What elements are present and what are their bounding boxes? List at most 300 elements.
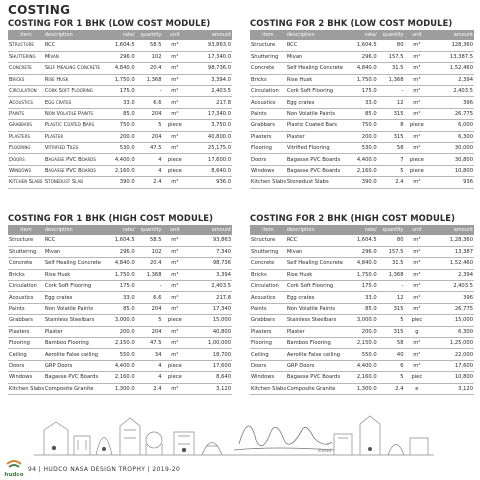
cell-item: Grabbars [8, 315, 44, 326]
header-amount: amount [187, 30, 232, 40]
table-row [8, 269, 232, 280]
cell-quantity: 4 [136, 165, 163, 176]
costing-table [8, 30, 232, 189]
table-row [8, 338, 232, 349]
cell-rate: 175.0 [104, 86, 135, 97]
table-row [250, 360, 474, 371]
cell-item: Bricks [8, 269, 44, 280]
cell-description: Mivan [44, 51, 104, 62]
cell-description: Cork Soft Flooring [44, 86, 104, 97]
cell-quantity: 12 [378, 292, 405, 303]
cell-item: Paints [250, 108, 286, 119]
cell-rate: 2,160.0 [346, 165, 377, 176]
logo-text: hudco [4, 472, 24, 478]
cell-unit: m² [405, 303, 430, 314]
table-row [250, 303, 474, 314]
cell-unit: m² [405, 177, 430, 188]
cell-rate: 85.0 [104, 303, 135, 314]
cell-amount: 217.8 [187, 292, 232, 303]
cell-quantity: 7 [378, 154, 405, 165]
cell-item: Circulation [250, 86, 286, 97]
cell-item: Paints [8, 108, 44, 119]
cell-rate: 1,750.0 [104, 74, 135, 85]
cell-quantity: 157.5 [378, 51, 405, 62]
page-title: COSTING [8, 3, 71, 17]
cell-rate: 175.0 [104, 281, 135, 292]
table-row [250, 177, 474, 188]
cell-item: Ceiling [8, 349, 44, 360]
cell-unit: m³ [163, 74, 188, 85]
table-row [8, 131, 232, 142]
cell-quantity: 102 [136, 246, 163, 257]
cell-rate: 2,160.0 [104, 372, 135, 383]
table-row [250, 165, 474, 176]
cell-amount: 128,360 [429, 40, 474, 51]
cell-description: Bagasse PVC Boards [286, 372, 346, 383]
cell-quantity: 315 [378, 326, 405, 337]
table-row [250, 269, 474, 280]
cell-quantity: 12 [378, 97, 405, 108]
cell-amount: 1,52,460 [429, 258, 474, 269]
cell-amount: 30,800 [429, 154, 474, 165]
table-row [250, 74, 474, 85]
cell-description: Self Healing Concrete [44, 258, 104, 269]
cell-rate: 4,840.0 [346, 258, 377, 269]
cell-unit: piece [405, 165, 430, 176]
cell-item: Doors [8, 360, 44, 371]
cell-description: Aerolite False ceiling [286, 349, 346, 360]
cell-rate: 1,604.5 [104, 40, 135, 51]
table-row [250, 131, 474, 142]
cell-quantity: 20.4 [136, 258, 163, 269]
cell-item: Concrete [8, 63, 44, 74]
cell-quantity: 4 [136, 360, 163, 371]
cell-unit: m² [163, 326, 188, 337]
cell-quantity: 34 [136, 349, 163, 360]
cell-description: Mivan [286, 51, 346, 62]
table-row [250, 383, 474, 394]
cell-amount: 40,800.0 [187, 131, 232, 142]
header-item: item [8, 30, 44, 40]
skyline-illustration [34, 400, 434, 462]
cell-quantity: 58 [378, 338, 405, 349]
cell-description: Composite Granite [286, 383, 346, 394]
cell-item: Plasters [250, 326, 286, 337]
header-description: description [44, 225, 104, 235]
cell-unit: m³ [405, 235, 430, 246]
cell-quantity: 47.5 [136, 143, 163, 154]
cell-rate: 200.0 [104, 326, 135, 337]
cell-description: Plastic Coated Bars [286, 120, 346, 131]
cell-item: Shuttering [8, 246, 44, 257]
header-rate: rate/ [104, 30, 135, 40]
cell-amount: 2,403.5 [429, 86, 474, 97]
cell-rate: 4,400.0 [104, 154, 135, 165]
cell-rate: 1,750.0 [104, 269, 135, 280]
cell-amount: 17,600 [429, 360, 474, 371]
cell-quantity: 8 [378, 120, 405, 131]
cell-description: RCC [44, 235, 104, 246]
cell-item: Concrete [8, 258, 44, 269]
cell-rate: 4,400.0 [346, 154, 377, 165]
cell-quantity: 5 [378, 165, 405, 176]
cell-amount: 98,736.0 [187, 63, 232, 74]
cell-amount: 26,775 [429, 303, 474, 314]
cell-unit: m² [405, 108, 430, 119]
cell-rate: 296.0 [104, 246, 135, 257]
table-row [8, 281, 232, 292]
cell-amount: 17,600.0 [187, 154, 232, 165]
cell-amount: 3,394.0 [187, 74, 232, 85]
cell-item: Bricks [8, 74, 44, 85]
cell-unit: piece [163, 360, 188, 371]
cell-item: Paints [8, 303, 44, 314]
cell-unit: piece [163, 120, 188, 131]
cell-description: Plaster [44, 131, 104, 142]
cell-rate: 4,840.0 [346, 63, 377, 74]
cell-description: Composite Granite [44, 383, 104, 394]
cell-amount: 936 [429, 177, 474, 188]
table-header-row [8, 30, 232, 40]
table-row [8, 108, 232, 119]
table-1bhk-low [8, 18, 232, 189]
cell-description: Cork Soft Flooring [44, 281, 104, 292]
cell-description: Non Volatile Paints [286, 303, 346, 314]
cell-amount: 30,000 [429, 143, 474, 154]
cell-rate: 2,150.0 [104, 338, 135, 349]
table-row [250, 349, 474, 360]
costing-table [8, 225, 232, 395]
cell-unit: m³ [163, 63, 188, 74]
cell-rate: 200.0 [346, 131, 377, 142]
cell-unit: m² [405, 51, 430, 62]
cell-amount: 6,000 [429, 120, 474, 131]
cell-quantity: - [136, 281, 163, 292]
table-row [8, 74, 232, 85]
table-row [8, 63, 232, 74]
cell-item: Circulation [250, 281, 286, 292]
table-row [250, 154, 474, 165]
cell-amount: 22,000 [429, 349, 474, 360]
cell-item: Kitchen Slabs [250, 383, 286, 394]
header-quantity: quantity [378, 30, 405, 40]
cell-description: Plaster [286, 326, 346, 337]
cell-rate: 85.0 [346, 108, 377, 119]
cell-item: Flooring [8, 143, 44, 154]
table-row [250, 143, 474, 154]
section-title: COSTING FOR 2 BHK (LOW COST MODULE) [250, 18, 453, 28]
cell-rate: 200.0 [346, 326, 377, 337]
cell-rate: 296.0 [346, 51, 377, 62]
header-unit: unit [405, 225, 430, 235]
cell-item: Windows [250, 165, 286, 176]
cell-item: Shuttering [8, 51, 44, 62]
cell-unit: m² [405, 131, 430, 142]
cell-quantity: 315 [378, 131, 405, 142]
cell-rate: 750.0 [346, 120, 377, 131]
header-unit: unit [163, 30, 188, 40]
table-row [8, 258, 232, 269]
cell-unit: m² [405, 349, 430, 360]
cell-description: GRP Doors [286, 360, 346, 371]
cell-item: Structure [8, 235, 44, 246]
table-row [8, 303, 232, 314]
cell-item: Kitchen Slabs [250, 177, 286, 188]
cell-rate: 1,604.5 [104, 235, 135, 246]
cell-unit: g [405, 326, 430, 337]
cell-description: Non Volatile Paints [286, 108, 346, 119]
table-row [8, 246, 232, 257]
table-row [8, 372, 232, 383]
table-row [8, 177, 232, 188]
cell-unit: m² [163, 143, 188, 154]
cell-rate: 4,840.0 [104, 258, 135, 269]
table-body [8, 235, 232, 394]
cell-quantity: 5 [378, 315, 405, 326]
cell-item: Structure [8, 40, 44, 51]
cell-unit: m² [163, 303, 188, 314]
cell-description: Vitrified Flooring [286, 143, 346, 154]
table-row [8, 143, 232, 154]
cell-quantity: 80 [378, 235, 405, 246]
cell-rate: 1,604.5 [346, 235, 377, 246]
cell-unit: m² [163, 349, 188, 360]
cell-unit: m³ [163, 235, 188, 246]
table-body [8, 40, 232, 188]
cell-rate: 4,840.0 [104, 63, 135, 74]
cell-unit: m² [405, 143, 430, 154]
cell-rate: 296.0 [104, 51, 135, 62]
cell-quantity: 2.4 [136, 177, 163, 188]
cell-description: Plaster [44, 326, 104, 337]
cell-quantity: 80 [378, 40, 405, 51]
cell-unit: m³ [163, 258, 188, 269]
cell-rate: 33.0 [346, 292, 377, 303]
cell-description: Bagasse PVC Boards [44, 372, 104, 383]
cell-item: Flooring [8, 338, 44, 349]
cell-amount: 6,300 [429, 131, 474, 142]
cell-unit: m² [163, 51, 188, 62]
cell-amount: 2,403.5 [187, 86, 232, 97]
cell-unit: m² [405, 338, 430, 349]
table-row [8, 315, 232, 326]
table-row [250, 246, 474, 257]
cell-item: Concrete [250, 258, 286, 269]
cell-unit: piece [405, 120, 430, 131]
table-1bhk-high [8, 213, 232, 395]
cell-amount: 2,394 [429, 74, 474, 85]
cell-unit: m³ [405, 74, 430, 85]
cell-item: Flooring [250, 143, 286, 154]
cell-unit: m³ [405, 63, 430, 74]
cell-description: Cork Soft Flooring [286, 86, 346, 97]
cell-quantity: 204 [136, 131, 163, 142]
cell-amount: 17,340 [187, 303, 232, 314]
cell-amount: 17,340.0 [187, 51, 232, 62]
header-rate: rate/ [346, 30, 377, 40]
cell-quantity: 5 [136, 120, 163, 131]
cell-amount: 10,800 [429, 372, 474, 383]
cell-item: Plasters [8, 131, 44, 142]
cell-amount: 93,863.0 [187, 40, 232, 51]
cell-quantity: 157.5 [378, 246, 405, 257]
cell-description: Rise Husk [44, 74, 104, 85]
cell-rate: 175.0 [346, 281, 377, 292]
table-row [250, 86, 474, 97]
table-row [250, 40, 474, 51]
cell-item: Grabbars [250, 315, 286, 326]
cell-amount: 18,700 [187, 349, 232, 360]
costing-table [250, 30, 474, 189]
cell-description: Mivan [44, 246, 104, 257]
table-header-row [8, 225, 232, 235]
header-rate: rate/ [104, 225, 135, 235]
cell-amount: 6,300 [429, 326, 474, 337]
cell-rate: 3,000.0 [104, 315, 135, 326]
cell-unit: m² [163, 281, 188, 292]
cell-rate: 3,000.0 [346, 315, 377, 326]
cell-unit: m² [405, 281, 430, 292]
cell-item: Circulation [8, 86, 44, 97]
cell-description: Vitrified Tiles [44, 143, 104, 154]
cell-unit: m² [163, 246, 188, 257]
cell-description: Self Healing Concrete [44, 63, 104, 74]
cell-description: GRP Doors [44, 360, 104, 371]
cell-amount: 8,640.0 [187, 165, 232, 176]
cell-description: Stainless Steelbars [44, 315, 104, 326]
cell-rate: 200.0 [104, 131, 135, 142]
cell-amount: 2,403.5 [429, 281, 474, 292]
cell-item: Bricks [250, 74, 286, 85]
cell-item: Grabbars [8, 120, 44, 131]
cell-description: RCC [286, 235, 346, 246]
table-header-row [250, 225, 474, 235]
cell-amount: 1,00,000 [187, 338, 232, 349]
cell-description: Bagasse PVC Boards [44, 165, 104, 176]
cell-item: Acoustics [8, 292, 44, 303]
cell-amount: 17,600 [187, 360, 232, 371]
header-description: description [286, 225, 346, 235]
cell-quantity: 2.4 [378, 383, 405, 394]
table-row [250, 292, 474, 303]
table-row [8, 235, 232, 246]
cell-quantity: 58.5 [136, 235, 163, 246]
cell-description: RCC [286, 40, 346, 51]
cell-item: Concrete [250, 63, 286, 74]
cell-unit: m² [405, 246, 430, 257]
cell-unit: m² [163, 177, 188, 188]
cell-rate: 33.0 [104, 97, 135, 108]
cell-item: Kitchen Slabs [8, 177, 44, 188]
cell-description: Bamboo Flooring [286, 338, 346, 349]
cell-rate: 175.0 [346, 86, 377, 97]
table-2bhk-high [250, 213, 474, 395]
cell-unit: piece [405, 154, 430, 165]
cell-rate: 296.0 [346, 246, 377, 257]
cell-quantity: 20.4 [136, 63, 163, 74]
cell-description: RCC [44, 40, 104, 51]
table-row [8, 360, 232, 371]
cell-amount: 40,800 [187, 326, 232, 337]
cell-amount: 93,863 [187, 235, 232, 246]
cell-item: Shuttering [250, 51, 286, 62]
table-row [8, 326, 232, 337]
header-unit: unit [163, 225, 188, 235]
cell-quantity: 31.5 [378, 258, 405, 269]
cell-quantity: 31.5 [378, 63, 405, 74]
cell-description: Stainless Steelbars [286, 315, 346, 326]
cell-item: Structure [250, 40, 286, 51]
table-row [8, 383, 232, 394]
cell-item: Plasters [250, 131, 286, 142]
table-row [250, 97, 474, 108]
cell-description: Aerolite False ceiling [44, 349, 104, 360]
cell-rate: 390.0 [104, 177, 135, 188]
cell-rate: 4,400.0 [104, 360, 135, 371]
table-row [8, 349, 232, 360]
cell-amount: 396 [429, 97, 474, 108]
hudco-logo [4, 456, 24, 478]
cell-description: Stonedust Slabs [286, 177, 346, 188]
cell-description: Cork Soft Flooring [286, 281, 346, 292]
cell-rate: 750.0 [104, 120, 135, 131]
footer-text: 94 | HUDCO NASA DESIGN TROPHY | 2019-20 [28, 466, 181, 473]
table-row [250, 63, 474, 74]
cell-item: Plasters [8, 326, 44, 337]
cell-unit: m³ [405, 269, 430, 280]
cell-description: Rise Husk [286, 269, 346, 280]
cell-quantity: 47.5 [136, 338, 163, 349]
cell-amount: 3,750.0 [187, 120, 232, 131]
cell-item: Shuttering [250, 246, 286, 257]
cell-amount: 2,403.5 [187, 281, 232, 292]
cell-quantity: 1,368 [136, 269, 163, 280]
cell-unit: piec [405, 372, 430, 383]
cell-quantity: 1,368 [378, 269, 405, 280]
cell-rate: 85.0 [346, 303, 377, 314]
cell-quantity: - [378, 86, 405, 97]
cell-quantity: 4 [136, 372, 163, 383]
cell-unit: piec [405, 315, 430, 326]
table-row [8, 120, 232, 131]
cell-rate: 33.0 [346, 97, 377, 108]
cell-rate: 2,160.0 [346, 372, 377, 383]
cell-amount: 1,28,360 [429, 235, 474, 246]
cell-description: Bagasse PVC Boards [286, 165, 346, 176]
cell-rate: 1,300.0 [346, 383, 377, 394]
cell-description: Rise Husk [44, 269, 104, 280]
cell-description: Egg crates [44, 97, 104, 108]
cell-item: Windows [8, 165, 44, 176]
cell-amount: 17,340.0 [187, 108, 232, 119]
section-title: COSTING FOR 1 BHK (LOW COST MODULE) [8, 18, 211, 28]
table-row [8, 51, 232, 62]
table-row [250, 326, 474, 337]
cell-unit: m³ [163, 40, 188, 51]
table-row [250, 235, 474, 246]
cell-quantity: 58.5 [136, 40, 163, 51]
cell-description: Self Healing Concrete [286, 258, 346, 269]
cell-quantity: 2.4 [136, 383, 163, 394]
section-title: COSTING FOR 2 BHK (HIGH COST MODULE) [250, 213, 456, 223]
table-row [250, 108, 474, 119]
cell-item: Doors [250, 154, 286, 165]
header-item: item [250, 225, 286, 235]
cell-amount: 1,52,460 [429, 63, 474, 74]
cell-amount: 25,175.0 [187, 143, 232, 154]
header-amount: amount [429, 30, 474, 40]
cell-unit: piece [163, 165, 188, 176]
